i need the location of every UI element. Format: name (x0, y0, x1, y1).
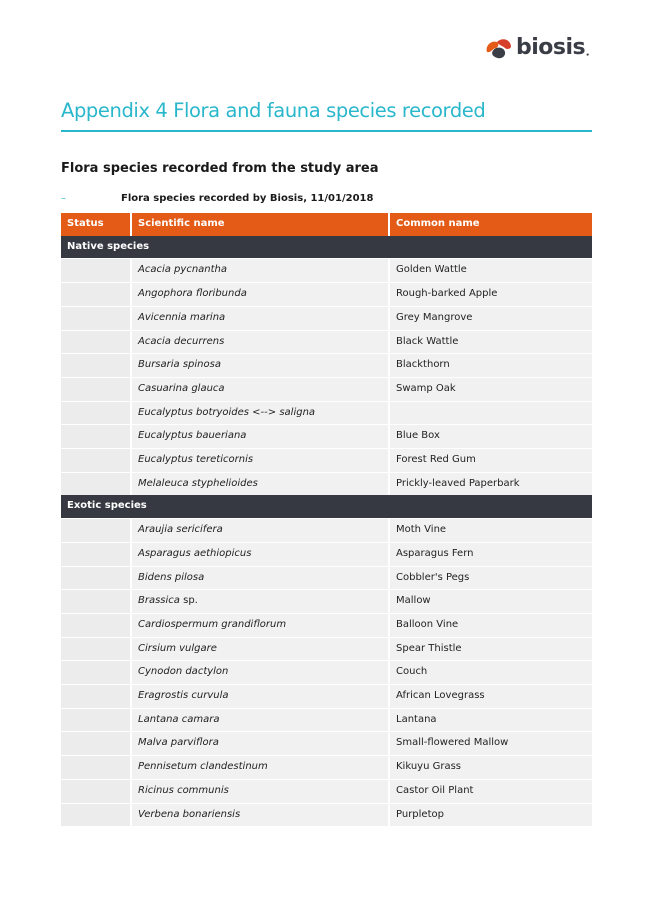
common-name-cell: Forest Red Gum (388, 448, 592, 472)
scientific-name: Cirsium vulgare (138, 642, 217, 654)
common-name-cell: Blackthorn (388, 353, 592, 377)
scientific-name: Araujia sericifera (138, 524, 223, 536)
status-cell (61, 518, 130, 542)
table-row (61, 731, 592, 755)
status-cell (61, 637, 130, 661)
column-header-status: Status (61, 213, 130, 236)
scientific-name: Acacia pycnantha (138, 264, 228, 276)
status-cell (61, 660, 130, 684)
table-header-row (61, 213, 592, 236)
biosis-logo (484, 34, 589, 62)
scientific-name-cell (130, 589, 388, 613)
scientific-name: Eucalyptus baueriana (138, 430, 247, 442)
scientific-name: Lantana camara (138, 713, 220, 725)
table-row (61, 589, 592, 613)
common-name-cell: Black Wattle (388, 330, 592, 354)
status-cell (61, 803, 130, 827)
common-name-cell: African Lovegrass (388, 684, 592, 708)
common-name-cell: Asparagus Fern (388, 542, 592, 566)
scientific-name-cell (130, 306, 388, 330)
scientific-name-cell (130, 660, 388, 684)
common-name-cell: Moth Vine (388, 518, 592, 542)
scientific-name: Bursaria spinosa (138, 359, 221, 371)
status-cell (61, 306, 130, 330)
status-cell (61, 258, 130, 282)
scientific-name-cell (130, 448, 388, 472)
status-cell (61, 755, 130, 779)
scientific-name: Brassica (138, 595, 180, 607)
table-row (61, 660, 592, 684)
appendix-title: Appendix 4 Flora and fauna species recorded (61, 99, 486, 122)
common-name-cell: Purpletop (388, 803, 592, 827)
scientific-name: Pennisetum clandestinum (138, 761, 268, 773)
species-table (61, 213, 592, 826)
scientific-name: Ricinus communis (138, 784, 229, 796)
table-row (61, 377, 592, 401)
common-name-cell: Couch (388, 660, 592, 684)
scientific-name-cell (130, 708, 388, 732)
scientific-name: Cardiospermum grandiflorum (138, 618, 287, 630)
scientific-name: Eragrostis curvula (138, 690, 229, 702)
status-cell (61, 731, 130, 755)
status-cell (61, 401, 130, 425)
table-row (61, 542, 592, 566)
table-row (61, 637, 592, 661)
scientific-name-cell (130, 755, 388, 779)
table-row (61, 613, 592, 637)
table-row (61, 424, 592, 448)
status-cell (61, 566, 130, 590)
table-row (61, 566, 592, 590)
scientific-name-cell (130, 637, 388, 661)
scientific-name-cell (130, 779, 388, 803)
common-name-cell: Balloon Vine (388, 613, 592, 637)
common-name-cell: Spear Thistle (388, 637, 592, 661)
scientific-name: Avicennia marina (138, 311, 226, 323)
scientific-name-cell (130, 377, 388, 401)
caption-text: Flora species recorded by Biosis, 11/01/2018 (121, 193, 374, 204)
scientific-name: Angophora floribunda (138, 288, 247, 300)
common-name-cell: Grey Mangrove (388, 306, 592, 330)
scientific-name: Melaleuca styphelioides (138, 477, 258, 489)
common-name-cell: Small-flowered Mallow (388, 731, 592, 755)
scientific-name: Acacia decurrens (138, 335, 225, 347)
scientific-name-cell (130, 353, 388, 377)
table-row (61, 330, 592, 354)
scientific-name-cell (130, 731, 388, 755)
status-cell (61, 424, 130, 448)
scientific-name-cell (130, 518, 388, 542)
scientific-name: Bidens pilosa (138, 571, 205, 583)
scientific-name: Eucalyptus tereticornis (138, 454, 254, 466)
scientific-name: Malva parviflora (138, 737, 219, 749)
status-cell (61, 282, 130, 306)
common-name-cell: Prickly-leaved Paperbark (388, 472, 592, 496)
common-name-cell (388, 401, 592, 425)
scientific-name-cell (130, 472, 388, 496)
table-row (61, 282, 592, 306)
table-row (61, 684, 592, 708)
status-cell (61, 472, 130, 496)
status-cell (61, 613, 130, 637)
scientific-name-cell (130, 542, 388, 566)
table-body (61, 236, 592, 827)
table-row (61, 306, 592, 330)
status-cell (61, 684, 130, 708)
table-row (61, 353, 592, 377)
status-cell (61, 779, 130, 803)
common-name-cell: Rough-barked Apple (388, 282, 592, 306)
table-row (61, 258, 592, 282)
group-label: Native species (61, 236, 592, 259)
scientific-name: Casuarina glauca (138, 382, 225, 394)
section-heading: Flora species recorded from the study area (61, 161, 379, 176)
logo-dot: ● (586, 52, 590, 58)
scientific-name: Eucalyptus botryoides <--> saligna (138, 406, 316, 418)
scientific-name-cell (130, 401, 388, 425)
scientific-name-cell (130, 330, 388, 354)
table-row (61, 779, 592, 803)
status-cell (61, 448, 130, 472)
scientific-name-cell (130, 684, 388, 708)
scientific-name-cell (130, 424, 388, 448)
status-cell (61, 542, 130, 566)
status-cell (61, 353, 130, 377)
status-cell (61, 330, 130, 354)
column-header-common-name: Common name (388, 213, 592, 236)
common-name-cell: Lantana (388, 708, 592, 732)
table-row (61, 518, 592, 542)
common-name-cell: Golden Wattle (388, 258, 592, 282)
table-row (61, 755, 592, 779)
common-name-cell: Mallow (388, 589, 592, 613)
scientific-name-cell (130, 282, 388, 306)
scientific-name: Cynodon dactylon (138, 666, 229, 678)
group-label: Exotic species (61, 495, 592, 518)
logo-wordmark: biosis (516, 35, 586, 60)
biosis-logo-icon (484, 35, 514, 61)
table-caption (61, 193, 592, 209)
table-row (61, 401, 592, 425)
group-header-row (61, 495, 592, 518)
common-name-cell: Castor Oil Plant (388, 779, 592, 803)
table-row (61, 472, 592, 496)
scientific-name-cell (130, 803, 388, 827)
group-header-row (61, 236, 592, 259)
common-name-cell: Blue Box (388, 424, 592, 448)
table-row (61, 708, 592, 732)
status-cell (61, 589, 130, 613)
scientific-name-cell (130, 258, 388, 282)
table-row (61, 803, 592, 827)
title-rule (61, 130, 592, 132)
scientific-name-cell (130, 566, 388, 590)
scientific-name-cell (130, 613, 388, 637)
common-name-cell: Cobbler's Pegs (388, 566, 592, 590)
name-qualifier: sp. (179, 595, 198, 607)
common-name-cell: Swamp Oak (388, 377, 592, 401)
common-name-cell: Kikuyu Grass (388, 755, 592, 779)
scientific-name: Asparagus aethiopicus (138, 547, 252, 559)
table-row (61, 448, 592, 472)
status-cell (61, 708, 130, 732)
column-header-scientific-name: Scientific name (130, 213, 388, 236)
scientific-name: Verbena bonariensis (138, 808, 241, 820)
caption-marker: – (61, 193, 66, 204)
status-cell (61, 377, 130, 401)
